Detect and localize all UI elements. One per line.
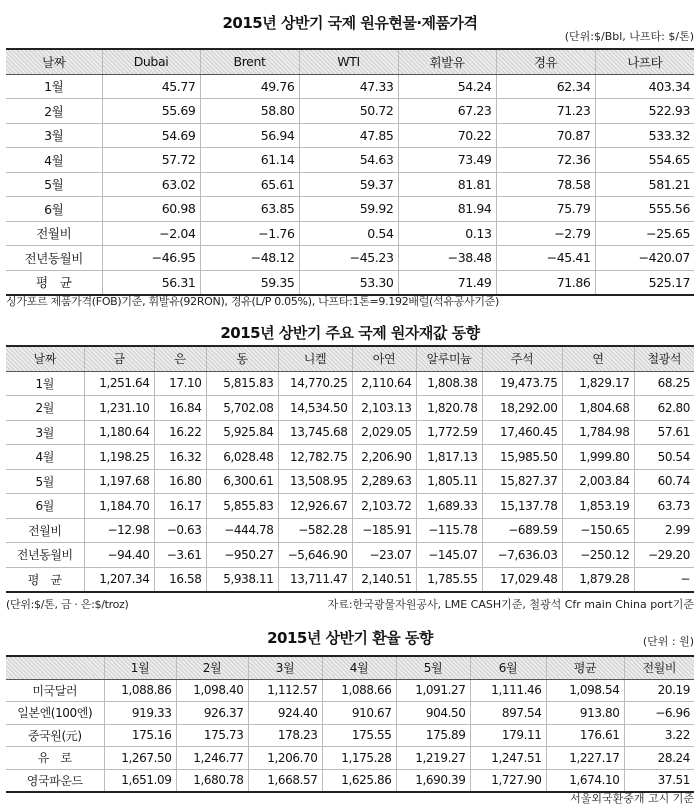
table-cell: 1,091.27 <box>396 679 470 702</box>
table-cell: −38.48 <box>398 246 496 271</box>
row-label: 5월 <box>6 469 84 494</box>
table-cell: 533.32 <box>595 123 694 148</box>
table-cell: 2,289.63 <box>352 469 416 494</box>
table-cell: 70.22 <box>398 123 496 148</box>
table-cell: 81.81 <box>398 172 496 197</box>
table-cell: 2,140.51 <box>352 567 416 592</box>
table-cell: 2.99 <box>634 518 694 543</box>
column-header: 날짜 <box>6 346 84 371</box>
table-cell: 179.11 <box>470 724 546 747</box>
row-label: 전년동월비 <box>6 246 102 271</box>
table-cell: −6.96 <box>624 702 694 725</box>
table-cell: − <box>634 567 694 592</box>
table-cell: 6,028.48 <box>206 445 278 470</box>
table-cell: 63.73 <box>634 494 694 519</box>
table-cell: 6,300.61 <box>206 469 278 494</box>
table-cell: 2,003.84 <box>562 469 634 494</box>
table-cell: 1,680.78 <box>176 769 248 792</box>
table-cell: 0.54 <box>299 221 398 246</box>
table-cell: 71.86 <box>496 270 595 295</box>
table-cell: 19,473.75 <box>482 371 562 396</box>
column-header: 3월 <box>248 656 322 679</box>
table-cell: 62.80 <box>634 396 694 421</box>
table-cell: −45.41 <box>496 246 595 271</box>
table-row <box>6 74 694 99</box>
table-cell: 57.61 <box>634 420 694 445</box>
table-cell: 178.23 <box>248 724 322 747</box>
column-header: 2월 <box>176 656 248 679</box>
table-cell: 71.49 <box>398 270 496 295</box>
exchange-rate-title: 2015년 상반기 환율 동향 <box>267 629 433 647</box>
table-cell: 59.37 <box>299 172 398 197</box>
table-cell: 1,207.34 <box>84 567 154 592</box>
table-cell: 5,938.11 <box>206 567 278 592</box>
column-header: 철광석 <box>634 346 694 371</box>
table-row <box>6 246 694 271</box>
row-label: 1월 <box>6 371 84 396</box>
table-cell: 1,112.57 <box>248 679 322 702</box>
table-row <box>6 396 694 421</box>
table-cell: 15,827.37 <box>482 469 562 494</box>
table-cell: 2,103.72 <box>352 494 416 519</box>
table-cell: 37.51 <box>624 769 694 792</box>
table-cell: 14,770.25 <box>278 371 352 396</box>
table-cell: 17,460.45 <box>482 420 562 445</box>
table-cell: 175.73 <box>176 724 248 747</box>
column-header: 알루미늄 <box>416 346 482 371</box>
column-header: 휘발유 <box>398 49 496 74</box>
table-header-row <box>6 346 694 371</box>
column-header: 평균 <box>546 656 624 679</box>
row-label: 5월 <box>6 172 102 197</box>
commodity-title: 2015년 상반기 주요 국제 원자재값 동향 <box>220 324 480 342</box>
table-cell: 555.56 <box>595 197 694 222</box>
oil-price-table <box>6 48 694 296</box>
table-row <box>6 543 694 568</box>
table-cell: 54.63 <box>299 148 398 173</box>
table-cell: 5,925.84 <box>206 420 278 445</box>
table-cell: 49.76 <box>200 74 299 99</box>
table-cell: 1,111.46 <box>470 679 546 702</box>
table-cell: 47.85 <box>299 123 398 148</box>
table-cell: 14,534.50 <box>278 396 352 421</box>
row-label: 4월 <box>6 148 102 173</box>
table-cell: 12,782.75 <box>278 445 352 470</box>
table-cell: 15,137.78 <box>482 494 562 519</box>
row-label: 6월 <box>6 197 102 222</box>
table-cell: −2.04 <box>102 221 200 246</box>
row-label: 평 균 <box>6 270 102 295</box>
table-cell: −582.28 <box>278 518 352 543</box>
table-cell: 59.35 <box>200 270 299 295</box>
table-cell: −12.98 <box>84 518 154 543</box>
table-cell: 1,198.25 <box>84 445 154 470</box>
table-cell: 60.74 <box>634 469 694 494</box>
column-header: 주석 <box>482 346 562 371</box>
table-cell: 1,227.17 <box>546 747 624 770</box>
column-header: 날짜 <box>6 49 102 74</box>
column-header: 5월 <box>396 656 470 679</box>
row-label: 평 균 <box>6 567 84 592</box>
oil-price-note: 싱가포르 제품가격(FOB)기준, 휘발유(92RON), 경유(L/P 0.05%), 나프타:1톤=9.192배럴(석유공사기준) <box>6 295 499 308</box>
table-cell: 57.72 <box>102 148 200 173</box>
table-row <box>6 172 694 197</box>
table-cell: 176.61 <box>546 724 624 747</box>
table-cell: 2,110.64 <box>352 371 416 396</box>
table-cell: 1,267.50 <box>104 747 176 770</box>
table-cell: 68.25 <box>634 371 694 396</box>
table-cell: 1,088.66 <box>322 679 396 702</box>
table-cell: 904.50 <box>396 702 470 725</box>
table-cell: −46.95 <box>102 246 200 271</box>
table-cell: −420.07 <box>595 246 694 271</box>
table-row <box>6 371 694 396</box>
table-cell: 13,711.47 <box>278 567 352 592</box>
table-cell: 5,702.08 <box>206 396 278 421</box>
table-row <box>6 221 694 246</box>
table-row <box>6 518 694 543</box>
table-cell: 175.16 <box>104 724 176 747</box>
table-cell: −7,636.03 <box>482 543 562 568</box>
table-cell: 1,175.28 <box>322 747 396 770</box>
table-cell: 175.55 <box>322 724 396 747</box>
row-label: 6월 <box>6 494 84 519</box>
table-cell: 65.61 <box>200 172 299 197</box>
exchange-rate-table <box>6 655 694 793</box>
table-cell: 1,808.38 <box>416 371 482 396</box>
table-cell: 67.23 <box>398 99 496 124</box>
table-cell: 1,651.09 <box>104 769 176 792</box>
table-cell: 58.80 <box>200 99 299 124</box>
row-label: 중국원(元) <box>6 724 104 747</box>
row-label: 전월비 <box>6 518 84 543</box>
table-cell: 16.22 <box>154 420 206 445</box>
table-cell: 1,247.51 <box>470 747 546 770</box>
table-cell: 47.33 <box>299 74 398 99</box>
table-cell: 581.21 <box>595 172 694 197</box>
column-header: 동 <box>206 346 278 371</box>
table-cell: 1,219.27 <box>396 747 470 770</box>
table-cell: −0.63 <box>154 518 206 543</box>
table-cell: 1,785.55 <box>416 567 482 592</box>
row-label: 영국파운드 <box>6 769 104 792</box>
table-cell: 1,727.90 <box>470 769 546 792</box>
table-cell: 1,668.57 <box>248 769 322 792</box>
table-cell: 1,784.98 <box>562 420 634 445</box>
table-cell: 54.69 <box>102 123 200 148</box>
column-header: 경유 <box>496 49 595 74</box>
row-label: 3월 <box>6 420 84 445</box>
table-cell: 71.23 <box>496 99 595 124</box>
table-cell: 54.24 <box>398 74 496 99</box>
row-label: 전년동월비 <box>6 543 84 568</box>
table-cell: 0.13 <box>398 221 496 246</box>
table-cell: −950.27 <box>206 543 278 568</box>
table-cell: 50.54 <box>634 445 694 470</box>
table-cell: 1,231.10 <box>84 396 154 421</box>
row-label: 일본엔(100엔) <box>6 702 104 725</box>
exchange-rate-source-note: 서울외국환중개 고시 기준 <box>570 792 694 805</box>
table-cell: 1,246.77 <box>176 747 248 770</box>
table-cell: 1,690.39 <box>396 769 470 792</box>
commodity-unit-note: (단위:$/톤, 금 · 은:$/troz) <box>6 598 129 611</box>
table-row <box>6 420 694 445</box>
table-cell: 5,815.83 <box>206 371 278 396</box>
table-cell: 61.14 <box>200 148 299 173</box>
table-cell: 62.34 <box>496 74 595 99</box>
table-cell: −115.78 <box>416 518 482 543</box>
table-cell: 1,098.54 <box>546 679 624 702</box>
table-cell: 897.54 <box>470 702 546 725</box>
table-cell: 56.31 <box>102 270 200 295</box>
table-cell: 45.77 <box>102 74 200 99</box>
table-cell: −689.59 <box>482 518 562 543</box>
row-label: 3월 <box>6 123 102 148</box>
column-header: Dubai <box>102 49 200 74</box>
table-cell: −145.07 <box>416 543 482 568</box>
table-cell: 2,029.05 <box>352 420 416 445</box>
table-cell: 56.94 <box>200 123 299 148</box>
column-header: 니켈 <box>278 346 352 371</box>
commodity-table <box>6 345 694 593</box>
exchange-rate-unit: (단위 : 원) <box>642 635 694 648</box>
table-cell: 3.22 <box>624 724 694 747</box>
table-cell: 59.92 <box>299 197 398 222</box>
table-cell: 81.94 <box>398 197 496 222</box>
table-row <box>6 445 694 470</box>
table-cell: 5,855.83 <box>206 494 278 519</box>
column-header: WTI <box>299 49 398 74</box>
table-cell: 910.67 <box>322 702 396 725</box>
row-label: 1월 <box>6 74 102 99</box>
table-row <box>6 747 694 770</box>
table-cell: 1,184.70 <box>84 494 154 519</box>
row-label: 4월 <box>6 445 84 470</box>
table-cell: 1,625.86 <box>322 769 396 792</box>
table-cell: 53.30 <box>299 270 398 295</box>
table-cell: 50.72 <box>299 99 398 124</box>
row-label: 전월비 <box>6 221 102 246</box>
table-row <box>6 197 694 222</box>
table-cell: 913.80 <box>546 702 624 725</box>
table-row <box>6 270 694 295</box>
table-row <box>6 123 694 148</box>
table-cell: 1,088.86 <box>104 679 176 702</box>
table-cell: 13,745.68 <box>278 420 352 445</box>
table-row <box>6 567 694 592</box>
table-cell: 18,292.00 <box>482 396 562 421</box>
oil-price-unit: (단위:$/Bbl, 나프타: $/톤) <box>564 30 694 43</box>
table-cell: 70.87 <box>496 123 595 148</box>
table-cell: 78.58 <box>496 172 595 197</box>
table-cell: 1,098.40 <box>176 679 248 702</box>
row-label: 미국달러 <box>6 679 104 702</box>
table-cell: 17,029.48 <box>482 567 562 592</box>
table-cell: 13,508.95 <box>278 469 352 494</box>
table-cell: −3.61 <box>154 543 206 568</box>
oil-price-title: 2015년 상반기 국제 원유현물·제품가격 <box>222 14 478 32</box>
table-cell: 1,820.78 <box>416 396 482 421</box>
table-cell: 403.34 <box>595 74 694 99</box>
table-cell: 2,206.90 <box>352 445 416 470</box>
column-header <box>6 656 104 679</box>
table-cell: 1,817.13 <box>416 445 482 470</box>
table-cell: −45.23 <box>299 246 398 271</box>
table-cell: 1,197.68 <box>84 469 154 494</box>
table-header-row <box>6 49 694 74</box>
table-cell: −5,646.90 <box>278 543 352 568</box>
column-header: 전월비 <box>624 656 694 679</box>
table-cell: 1,180.64 <box>84 420 154 445</box>
table-cell: 1,689.33 <box>416 494 482 519</box>
table-cell: 1,999.80 <box>562 445 634 470</box>
table-cell: 1,251.64 <box>84 371 154 396</box>
commodity-source-note: 자료:한국광물자원공사, LME CASH기준, 철광석 Cfr main China port기준 <box>327 598 694 611</box>
table-cell: 75.79 <box>496 197 595 222</box>
table-cell: 28.24 <box>624 747 694 770</box>
table-row <box>6 724 694 747</box>
table-cell: −150.65 <box>562 518 634 543</box>
table-cell: 20.19 <box>624 679 694 702</box>
column-header: Brent <box>200 49 299 74</box>
row-label: 유 로 <box>6 747 104 770</box>
table-cell: 16.17 <box>154 494 206 519</box>
table-cell: −23.07 <box>352 543 416 568</box>
column-header: 아연 <box>352 346 416 371</box>
table-cell: 1,879.28 <box>562 567 634 592</box>
table-cell: 17.10 <box>154 371 206 396</box>
table-cell: 2,103.13 <box>352 396 416 421</box>
table-cell: 926.37 <box>176 702 248 725</box>
table-cell: 554.65 <box>595 148 694 173</box>
table-cell: 1,804.68 <box>562 396 634 421</box>
table-row <box>6 702 694 725</box>
table-cell: −48.12 <box>200 246 299 271</box>
table-cell: 55.69 <box>102 99 200 124</box>
table-row <box>6 469 694 494</box>
table-cell: −250.12 <box>562 543 634 568</box>
column-header: 나프타 <box>595 49 694 74</box>
table-cell: 1,805.11 <box>416 469 482 494</box>
table-cell: 72.36 <box>496 148 595 173</box>
row-label: 2월 <box>6 396 84 421</box>
table-cell: 63.85 <box>200 197 299 222</box>
table-cell: −2.79 <box>496 221 595 246</box>
table-cell: −444.78 <box>206 518 278 543</box>
table-cell: −185.91 <box>352 518 416 543</box>
table-cell: 924.40 <box>248 702 322 725</box>
column-header: 은 <box>154 346 206 371</box>
column-header: 1월 <box>104 656 176 679</box>
table-cell: 1,772.59 <box>416 420 482 445</box>
table-cell: −29.20 <box>634 543 694 568</box>
table-row <box>6 99 694 124</box>
table-row <box>6 494 694 519</box>
table-cell: 60.98 <box>102 197 200 222</box>
table-row <box>6 148 694 173</box>
table-cell: −1.76 <box>200 221 299 246</box>
table-cell: 175.89 <box>396 724 470 747</box>
table-cell: 16.32 <box>154 445 206 470</box>
table-cell: −25.65 <box>595 221 694 246</box>
table-row <box>6 679 694 702</box>
table-cell: 1,829.17 <box>562 371 634 396</box>
column-header: 연 <box>562 346 634 371</box>
table-row <box>6 769 694 792</box>
table-cell: 1,853.19 <box>562 494 634 519</box>
table-header-row <box>6 656 694 679</box>
table-cell: 16.80 <box>154 469 206 494</box>
table-cell: 1,206.70 <box>248 747 322 770</box>
column-header: 금 <box>84 346 154 371</box>
table-cell: 15,985.50 <box>482 445 562 470</box>
table-cell: −94.40 <box>84 543 154 568</box>
table-cell: 1,674.10 <box>546 769 624 792</box>
column-header: 4월 <box>322 656 396 679</box>
table-cell: 16.58 <box>154 567 206 592</box>
row-label: 2월 <box>6 99 102 124</box>
table-cell: 73.49 <box>398 148 496 173</box>
table-cell: 16.84 <box>154 396 206 421</box>
column-header: 6월 <box>470 656 546 679</box>
table-cell: 525.17 <box>595 270 694 295</box>
table-cell: 63.02 <box>102 172 200 197</box>
table-cell: 12,926.67 <box>278 494 352 519</box>
table-cell: 522.93 <box>595 99 694 124</box>
table-cell: 919.33 <box>104 702 176 725</box>
